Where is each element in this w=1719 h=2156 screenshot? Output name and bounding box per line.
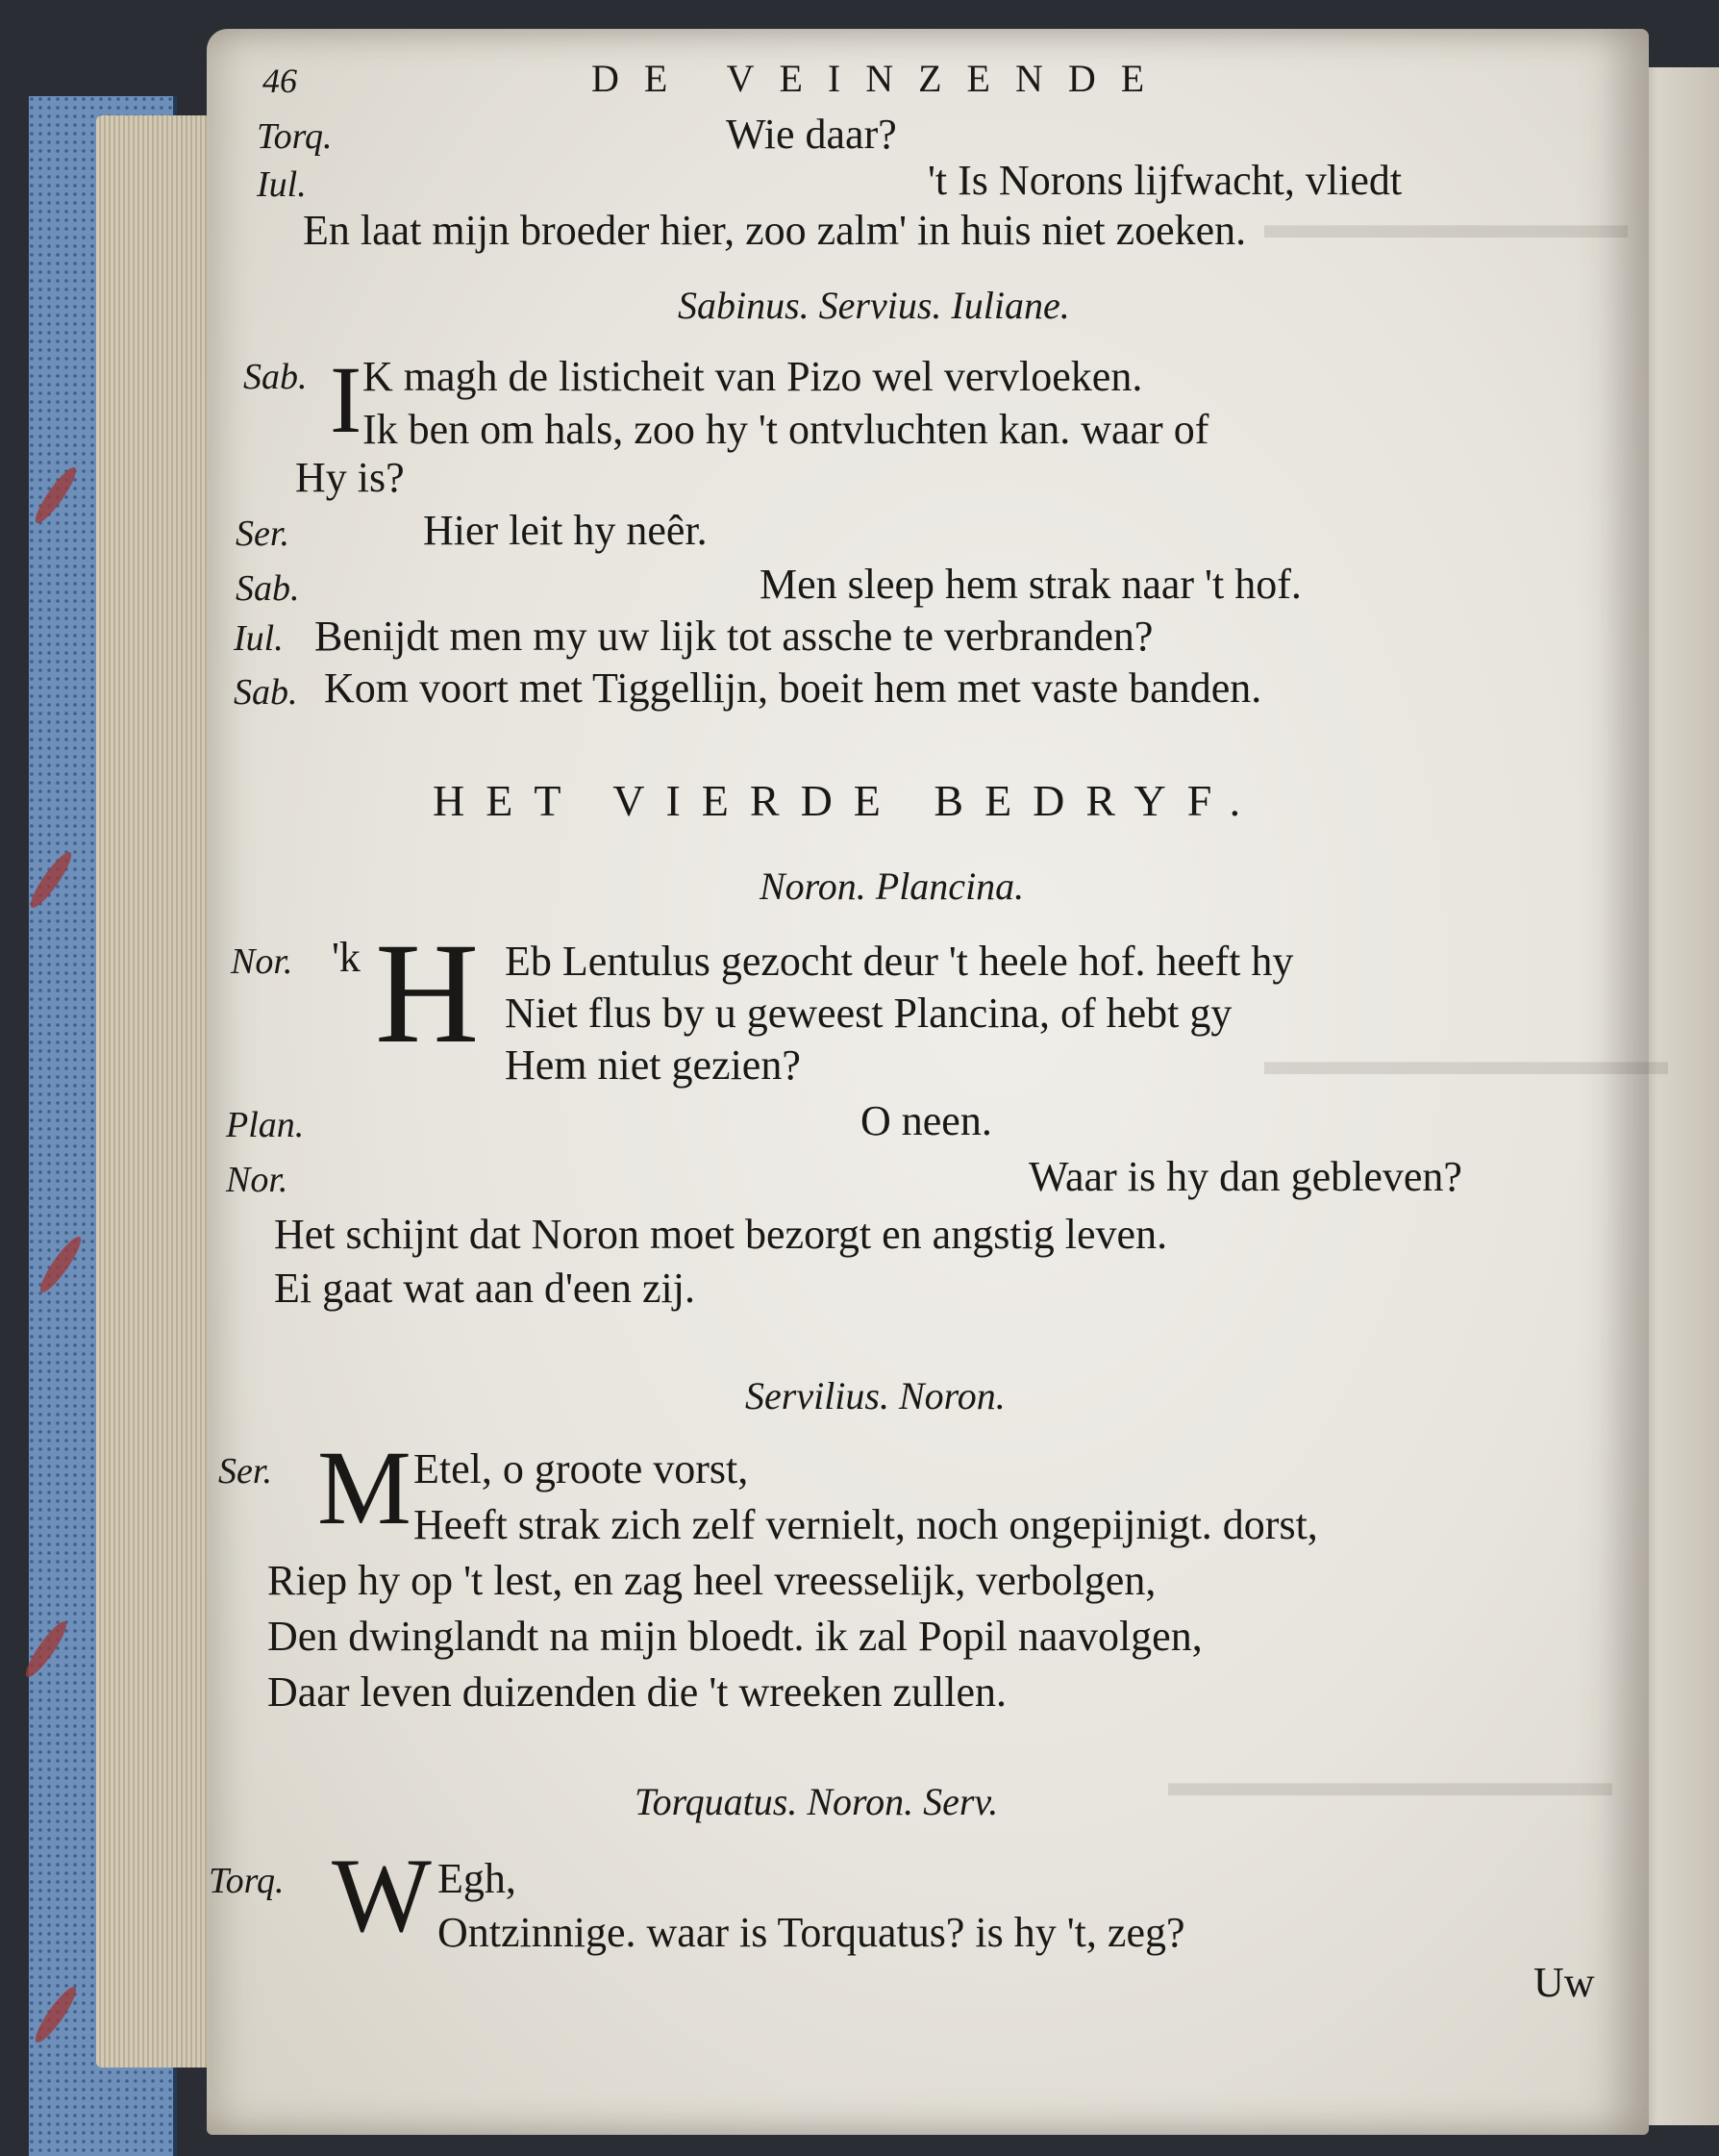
verse-prefix: 'k: [332, 934, 361, 981]
speaker-label: Nor.: [231, 941, 293, 982]
verse-line: Wie daar?: [726, 111, 897, 158]
speaker-label: Iul.: [257, 164, 307, 205]
speaker-label: Sab.: [236, 568, 300, 609]
speaker-label: Sab.: [243, 357, 308, 397]
verse-line: Niet flus by u geweest Plancina, of hebt gy: [505, 990, 1233, 1037]
verse-line: Ik ben om hals, zoo hy 't ontvluchten kan. waar of: [362, 406, 1209, 453]
verse-line: Etel, o groote vorst,: [413, 1445, 749, 1492]
verse-line: Ontzinnige. waar is Torquatus? is hy 't, zeg?: [437, 1909, 1185, 1956]
verse-line: Hem niet gezien?: [505, 1041, 801, 1089]
speaker-label: Sab.: [234, 672, 298, 713]
speaker-label: Torq.: [209, 1861, 285, 1901]
scene-heading: Sabinus. Servius. Iuliane.: [678, 284, 1070, 327]
speaker-label: Torq.: [257, 116, 333, 157]
verse-line: Daar leven duizenden die 't wreeken zullen.: [267, 1668, 1008, 1716]
drop-cap: H: [375, 914, 480, 1073]
drop-cap: I: [330, 346, 362, 453]
cover-marbling: [25, 848, 76, 913]
cover-marbling: [30, 464, 81, 528]
cover-marbling: [35, 1233, 86, 1297]
verse-line: En laat mijn broeder hier, zoo zalm' in huis niet zoeken.: [303, 207, 1247, 254]
verse-line: Eb Lentulus gezocht deur 't heele hof. heeft hy: [505, 938, 1294, 985]
scene-heading: Servilius. Noron.: [745, 1374, 1006, 1417]
page-number: 46: [262, 62, 297, 100]
act-title: HET VIERDE BEDRYF.: [433, 776, 1262, 825]
scene-heading: Noron. Plancina.: [760, 865, 1025, 908]
page-stack-edge: [96, 115, 221, 2068]
verse-line: Men sleep hem strak naar 't hof.: [760, 561, 1302, 608]
speaker-label: Ser.: [218, 1451, 272, 1492]
speaker-label: Nor.: [226, 1160, 288, 1200]
speaker-label: Ser.: [236, 514, 289, 554]
speaker-label: Plan.: [226, 1105, 305, 1145]
verse-line: Heeft strak zich zelf vernielt, noch ongepijnigt. dorst,: [413, 1501, 1318, 1548]
drop-cap: M: [317, 1429, 411, 1546]
drop-cap: W: [332, 1837, 432, 1954]
catchword: Uw: [1533, 1959, 1595, 2006]
verse-line: Het schijnt dat Noron moet bezorgt en angstig leven.: [274, 1211, 1168, 1258]
verse-line: Waar is hy dan gebleven?: [1029, 1153, 1462, 1200]
speaker-label: Iul.: [234, 618, 284, 659]
verse-line: Hier leit hy neêr.: [423, 507, 708, 554]
book-page: ▬▬▬▬▬▬▬▬▬ ▬▬▬▬▬▬▬▬▬▬ ▬▬▬▬▬▬▬▬▬▬▬ 46 DE VEINZENDE Torq. Wie daar? Iul. 't Is Norons lijfwacht, vliedt En laat mijn broeder hier, zoo zalm' in huis niet zoeken. Sabinus. Servius. Iuliane. Sab. I K magh de listicheit van Pizo wel vervloeken. Ik ben om hals, zoo hy 't ontvluchten kan. waar of Hy is? Ser. Hier leit hy neêr. Sab. Men sleep hem strak naar 't hof. Iul. Benijdt men my uw lijk tot assche te verbranden? Sab. Kom voort met Tiggellijn, boeit hem met vaste banden. HET VIERDE BEDRYF. Noron. Plancina. Nor. 'k H Eb Lentulus gezocht deur 't heele hof. heeft hy Niet flus by u geweest Plancina, of hebt gy Hem niet gezien? Plan. O neen. Nor. Waar is hy dan gebleven? Het schijnt dat Noron moet bezorgt en angstig leven. Ei gaat wat aan d'een zij. Servilius. Noron. Ser. M Etel, o groote vorst, Heeft strak zich zelf vernielt, noch ongepijnigt. dorst, Riep hy op 't lest, en zag heel vreesselijk, verbolgen, Den dwinglandt na mijn bloedt. ik zal Popil naavolgen, Daar leven duizenden die 't wreeken zullen. Torquatus. Noron. Serv. Torq. W Egh, Ontzinnige. waar is Torquatus? is hy 't, zeg? Uw: [207, 29, 1649, 2135]
verse-line: O neen.: [860, 1097, 992, 1144]
cover-marbling: [20, 1617, 71, 1682]
verse-line: Den dwinglandt na mijn bloedt. ik zal Popil naavolgen,: [267, 1613, 1203, 1660]
verse-line: Riep hy op 't lest, en zag heel vreesselijk, verbolgen,: [267, 1557, 1157, 1604]
verse-line: Benijdt men my uw lijk tot assche te verbranden?: [314, 613, 1154, 660]
verse-line: Hy is?: [295, 454, 405, 501]
verse-line: K magh de listicheit van Pizo wel vervloeken.: [362, 353, 1143, 400]
verse-line: Kom voort met Tiggellijn, boeit hem met vaste banden.: [324, 664, 1262, 712]
scene-heading: Torquatus. Noron. Serv.: [635, 1780, 999, 1823]
verse-line: 't Is Norons lijfwacht, vliedt: [928, 157, 1403, 204]
running-title: DE VEINZENDE: [591, 57, 1170, 100]
verse-line: Egh,: [437, 1855, 516, 1902]
cover-marbling: [30, 1983, 81, 2047]
verse-line: Ei gaat wat aan d'een zij.: [274, 1265, 695, 1312]
